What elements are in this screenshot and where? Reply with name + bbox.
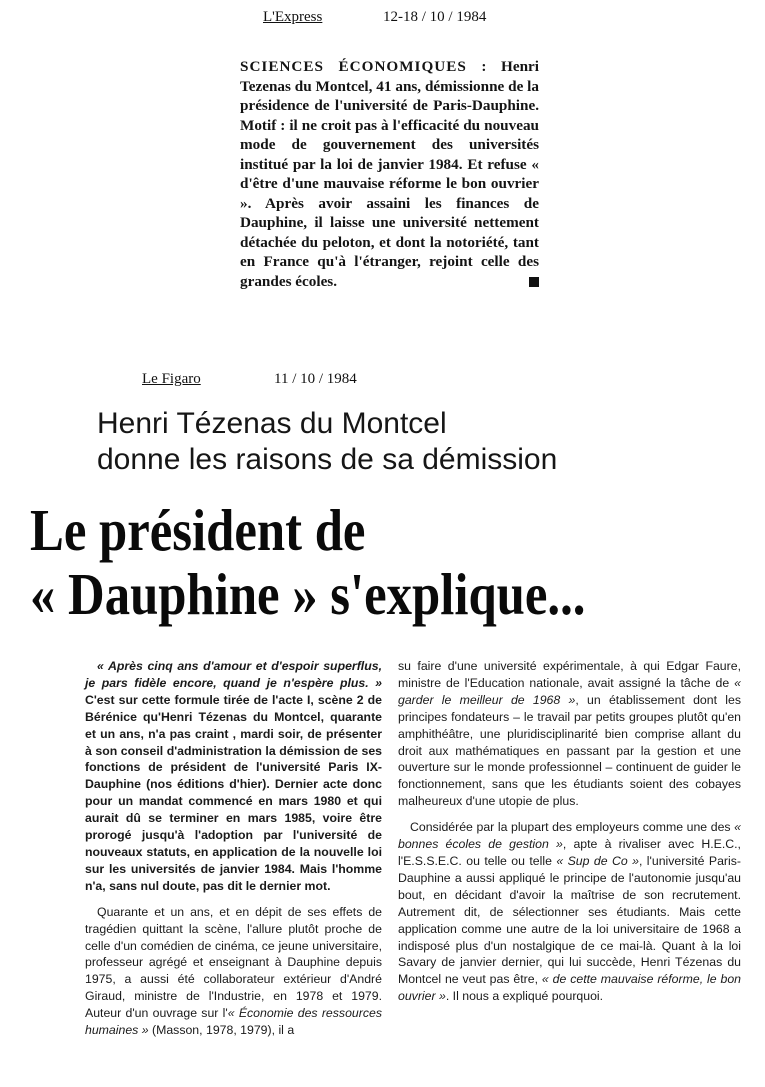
figaro-book-title: « Économie des ressources humaines »	[85, 1006, 382, 1038]
figaro-headline	[30, 498, 662, 626]
express-kicker: SCIENCES ÉCONOMIQUES :	[240, 58, 488, 75]
figaro-left-column	[85, 658, 382, 1039]
figaro-paragraph	[398, 658, 741, 810]
figaro-subheading	[97, 406, 737, 478]
figaro-date: 11 / 10 / 1984	[274, 371, 357, 387]
figaro-paragraph-text: , un établissement dont les principes fondateurs – le travail par petits groupes plutôt qu'en amphithéâtre, une pluridisciplinarité bien comprise allant du droit aux mathématiques en passant par la gestion et une ouverture sur le monde professionnel – continuent de guider le fonctionnement, sans que les étudiants soient des cobayes malheureux d'une utopie de plus.	[398, 692, 741, 809]
figaro-right-column	[398, 658, 741, 1005]
figaro-lead-quote: « Après cinq ans d'amour et d'espoir superflus, je pars fidèle encore, quand je n'espère plus. »	[85, 659, 382, 690]
figaro-source-name: Le Figaro	[142, 371, 201, 387]
figaro-source-header	[142, 371, 201, 388]
figaro-lead-paragraph	[85, 658, 382, 895]
figaro-paragraph-text: , l'université Paris-Dauphine a aussi appliqué le principe de l'autonomie jusqu'au bout, en décidant d'avoir la maîtrise de son recrutement. Autrement dit, de sélectionner ses étudiants. Mais cette application comme une autre de la loi universitaire de 1968 a indisposé plus d'un nostalgique de ce mai-là. Quant à la loi Savary de janvier dernier, qui lui succède, Henri Tézenas du Montcel ne veut pas être,	[398, 853, 742, 987]
figaro-paragraph-text: . Il nous a expliqué pourquoi.	[445, 989, 604, 1004]
figaro-subheading-line1: Henri Tézenas du Montcel	[97, 407, 447, 440]
figaro-subheading-line2: donne les raisons de sa démission	[97, 443, 558, 476]
figaro-headline-line1: Le président de	[30, 497, 366, 563]
figaro-paragraph-text: Considérée par la plupart des employeurs comme une des	[410, 820, 735, 835]
figaro-quote: « bonnes écoles de gestion »	[398, 820, 741, 852]
figaro-paragraph-text: , apte à rivaliser avec H.E.C., l'E.S.S.E.C. ou telle ou telle	[398, 837, 741, 868]
figaro-headline-line2: « Dauphine » s'explique...	[30, 561, 586, 627]
figaro-quote: « Sup de Co »	[556, 853, 639, 868]
figaro-quote: « garder le meilleur de 1968 »	[398, 675, 741, 707]
express-date: 12-18 / 10 / 1984	[383, 9, 487, 25]
figaro-paragraph	[398, 819, 741, 1005]
figaro-quote: « de cette mauvaise réforme, le bon ouvrier »	[398, 972, 741, 1004]
figaro-paragraph-text: (Masson, 1978, 1979), il a	[148, 1023, 295, 1038]
figaro-lead-text: C'est sur cette formule tirée de l'acte I, scène 2 de Bérénice qu'Henri Tézenas du Montcel, quarante et un ans, n'a pas craint , mardi soir, de présenter à son conseil d'administration la démission de ses fonctions de président de l'université Paris IX-Dauphine (nos éditions d'hier). Dernier acte donc pour un mandat commencé en mars 1980 et qui aurait dû se terminer en mars 1985, voire être prorogé jusqu'à l'adoption par l'université de nouveaux statuts, en application de la nouvelle loi sur les universités de janvier 1984. Mais l'homme n'a, sans nul doute, pas dit le dernier mot.	[85, 692, 382, 893]
express-source-name: L'Express	[263, 9, 323, 25]
end-of-article-square-icon	[529, 277, 539, 287]
figaro-paragraph-text: Quarante et un ans, et en dépit de ses effets de tragédien quittant la scène, l'allure plutôt proche de celle d'un comédien de cinéma, ce jeune universitaire, professeur agrégé et enseignant à Dauphine depuis 1975, a aussi été collaborateur extérieur d'André Giraud, ministre de l'Industrie, en 1978 et 1979. Auteur d'un ouvrage sur l'	[85, 904, 382, 1021]
express-article	[240, 57, 539, 291]
figaro-paragraph-text: su faire d'une université expérimentale, à qui Edgar Faure, ministre de l'Education nationale, avait assigné la tâche de	[398, 659, 741, 690]
figaro-paragraph	[85, 904, 382, 1039]
express-body: Henri Tezenas du Montcel, 41 ans, démissionne de la présidence de l'université de Paris-Dauphine. Motif : il ne croit pas à l'efficacité du nouveau mode de gouvernement des universités institué par la loi de janvier 1984. Et refuse « d'être d'une mauvaise réforme le bon ouvrier ». Après avoir assaini les finances de Dauphine, il laisse une université nettement détachée du peloton, et dont la notoriété, tant en France qu'à l'étranger, rejoint celle des grandes écoles.	[240, 58, 540, 290]
express-source-header	[263, 9, 322, 26]
